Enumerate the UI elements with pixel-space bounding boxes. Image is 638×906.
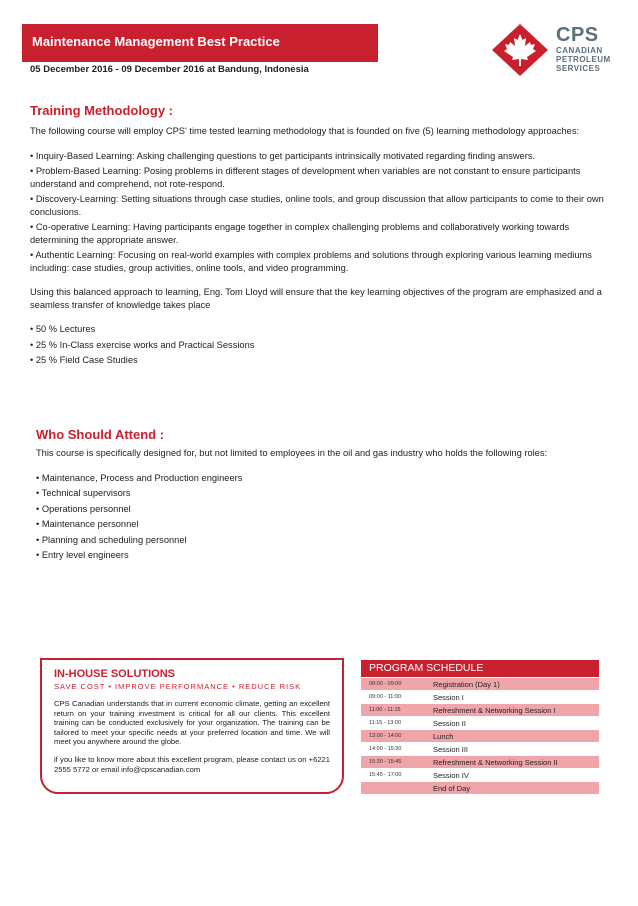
schedule-row [361,769,599,781]
methodology-summary: Using this balanced approach to learning, Eng. Tom Lloyd will ensure that the key learning objectives of the program are emphasized and a seamless transfer of knowledge takes place [30,287,602,310]
schedule-event: Refreshment & Networking Session I [433,705,556,715]
schedule-row [361,756,599,768]
inhouse-body: CPS Canadian understands that in current economic climate, getting an excellent return on your training investment is critical for all our clients. This excellent training can be conducted exclusively for your organization. The training can be tailored to meet your specific needs at your preferred location and time. We will meet you anywhere around the globe. [54,699,330,747]
inhouse-title: IN-HOUSE SOLUTIONS [54,668,176,680]
schedule-row [361,691,599,703]
schedule-time: 09:00 - 11:00 [369,694,402,700]
methodology-intro: The following course will employ CPS' time tested learning methodology that is founded on five (5) learning methodology approaches: [30,126,580,136]
inhouse-solutions-box [40,658,344,794]
schedule-event: End of Day [433,783,471,793]
course-title: Maintenance Management Best Practice [32,34,280,49]
schedule-event: Refreshment & Networking Session II [433,757,558,767]
schedule-row [361,730,599,742]
schedule-time: 11:15 - 13:00 [369,720,402,726]
role-item: • Entry level engineers [36,550,129,560]
schedule-row [361,743,599,755]
approach-item: • Problem-Based Learning: Posing problems in different stages of development when variables are not constant to ensure participants understand and comprehend, not rote-respond. [30,166,581,189]
attend-section [36,447,604,562]
schedule-event: Lunch [433,731,454,741]
schedule-event: Session IV [433,770,469,780]
schedule-title: PROGRAM SCHEDULE [361,660,599,677]
role-item: • Maintenance personnel [36,519,139,529]
attend-heading: Who Should Attend : [36,427,165,442]
schedule-row [361,704,599,716]
schedule-row [361,782,599,794]
program-schedule [361,660,599,794]
schedule-time: 15:45 - 17:00 [369,772,402,778]
approach-item: • Discovery-Learning: Setting situations through case studies, online tools, and group discussion that allow participants to come to their own conclusions. [30,194,604,217]
methodology-section [30,125,604,367]
approach-item: • Inquiry-Based Learning: Asking challenging questions to get participants intrinsically motivated regarding finding answers. [30,150,536,161]
approach-item: • Co-operative Learning: Having participants engage together in complex challenging problems and collaboratively working towards determining the appropriate answer. [30,222,570,245]
course-dates: 05 December 2016 - 09 December 2016 at Bandung, Indonesia [30,64,309,75]
logo-wordmark [556,24,611,73]
schedule-time: 15:30 - 15:45 [369,759,402,765]
schedule-time: 11:00 - 11:15 [369,707,401,713]
methodology-heading: Training Methodology : [30,103,173,118]
schedule-time: 08:00 - 09:00 [369,681,402,687]
inhouse-tagline: SAVE COST • IMPROVE PERFORMANCE • REDUCE RISK [54,682,302,691]
logo-line-1: CANADIAN [556,46,603,55]
split-item: • 25 % Field Case Studies [30,355,138,365]
role-item: • Technical supervisors [36,488,131,498]
schedule-time: 14:00 - 15:30 [369,746,402,752]
role-item: • Operations personnel [36,503,131,514]
logo-brand: CPS [556,24,599,46]
logo-line-3: SERVICES [556,64,601,73]
role-item: • Planning and scheduling personnel [36,534,187,545]
schedule-event: Session I [433,692,464,702]
approach-item: • Authentic Learning: Focusing on real-world examples with complex problems and solutions through exploring various learning mediums including: case studies, group activities, online tools, and video programming. [30,250,592,273]
schedule-event: Session III [433,744,469,754]
split-item: • 25 % In-Class exercise works and Practical Sessions [30,339,255,350]
schedule-event: Registration (Day 1) [433,679,500,689]
role-item: • Maintenance, Process and Production engineers [36,472,243,483]
attend-intro: This course is specifically designed for, but not limited to employees in the oil and gas industry who holds the following roles: [36,448,548,458]
logo-line-2: PETROLEUM [556,55,611,64]
cps-logo [490,22,620,78]
schedule-row [361,717,599,729]
schedule-time: 13:00 - 14:00 [369,733,402,739]
maple-leaf-icon [490,22,550,78]
schedule-event: Session II [433,718,466,728]
split-item: • 50 % Lectures [30,324,96,334]
course-title-banner [22,24,378,62]
inhouse-contact: if you like to know more about this excellent program, please contact us on +6221 2555 5772 or email info@cpscanadian.com [54,754,330,774]
schedule-row [361,678,599,690]
